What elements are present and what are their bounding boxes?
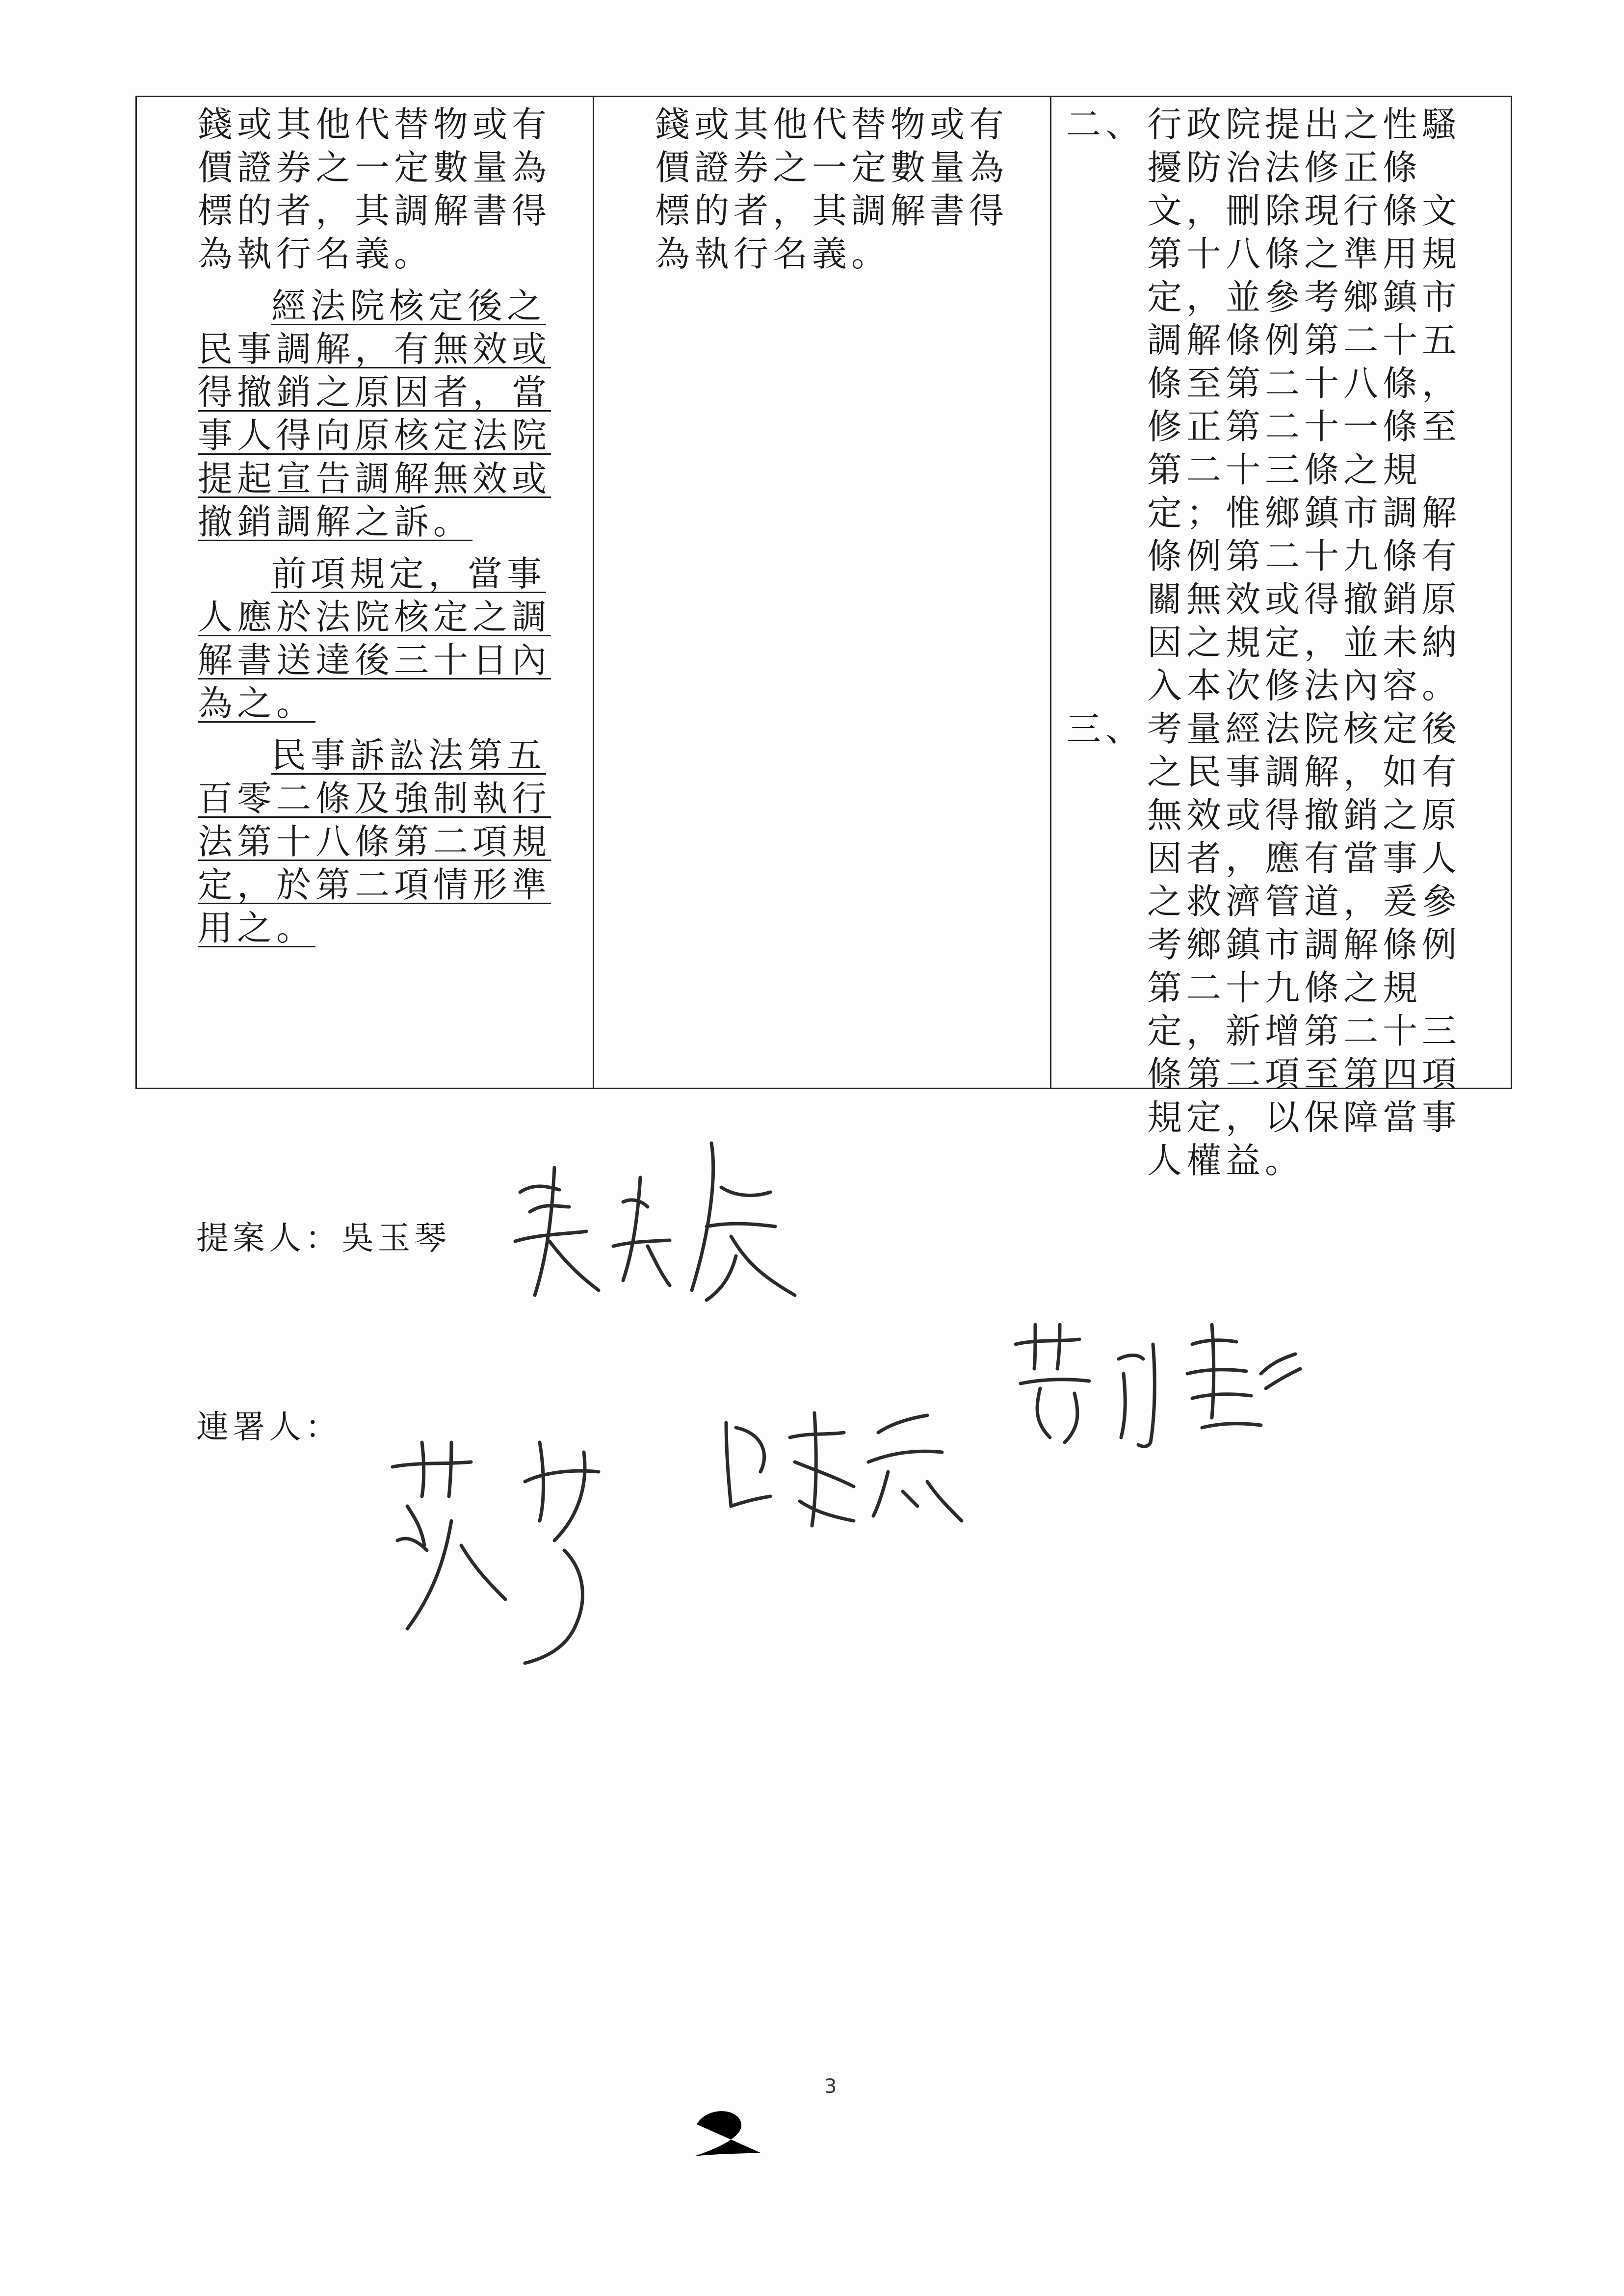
column-1-paragraph-3-body: 應於法院核定之調解書送達後三十日內為之。 xyxy=(198,597,551,724)
column-1-paragraph-4-body: 百零二條及強制執行法第十八條第二項規定，於第二項情形準用之。 xyxy=(198,778,551,948)
cosigner-signature-3 xyxy=(1006,1315,1310,1464)
column-2-paragraph-1: 錢或其他代替物或有價證券之一定數量為標的者，其調解書得為執行名義。 xyxy=(655,104,1009,274)
explanation-item-3-text: 考量經法院核定後之民事調解，如有無效或得撤銷之原因者，應有當事人之救濟管道，爰參考鄉鎮市調解條例第二十九條之規定，新增第二十三條第二項至第四項規定，以保障當事人權益。 xyxy=(1147,708,1462,1181)
page-number: 3 xyxy=(824,2075,837,2098)
cosigner-signature-2-strokes xyxy=(707,1393,981,1550)
handwritten-mark-strokes xyxy=(687,2105,765,2164)
cosigner-signature-3-strokes xyxy=(1006,1315,1310,1462)
table-column-3-explanation xyxy=(1051,97,1511,1181)
proposer-label: 提案人：吳玉琴 xyxy=(196,1219,450,1257)
proposer-signature xyxy=(500,1128,805,1317)
cosigner-signature-1-strokes xyxy=(378,1423,672,1678)
cosigner-signature-1 xyxy=(378,1423,672,1680)
column-1-paragraph-2 xyxy=(137,285,593,544)
column-1-paragraph-3 xyxy=(137,552,593,725)
cosigners-label: 連署人： xyxy=(196,1408,341,1446)
column-1-paragraph-4-lead: 民事訴訟法第五 xyxy=(271,735,547,776)
handwritten-page-mark xyxy=(687,2105,765,2166)
explanation-item-2-number: 二、 xyxy=(1066,104,1145,145)
table-column-1 xyxy=(137,97,594,1088)
column-1-paragraph-2-lead: 經法院核定後之 xyxy=(271,286,547,326)
explanation-item-2 xyxy=(1051,97,1511,707)
explanation-item-2-text: 行政院提出之性騷擾防治法修正條文，刪除現行條文第十八條之準用規定，並參考鄉鎮市調解條例第二十五條至第二十八條，修正第二十一條至第二十三條之規定；惟鄉鎮市調解條例第二十九條有關無效或得撤銷原因之規定，並未納入本次修法內容。 xyxy=(1147,104,1462,706)
column-1-paragraph-4 xyxy=(137,734,593,950)
cosigner-signature-2 xyxy=(707,1393,981,1552)
column-1-paragraph-2-body: 民事調解，有無效或得撤銷之原因者，當事人得向原核定法院提起宣告調解無效或撤銷調解之訴。 xyxy=(198,329,551,542)
proposer-signature-strokes xyxy=(500,1128,805,1315)
column-1-paragraph-1: 錢或其他代替物或有價證券之一定數量為標的者，其調解書得為執行名義。 xyxy=(198,104,551,274)
explanation-item-3 xyxy=(1051,707,1511,1182)
comparison-table xyxy=(135,96,1512,1181)
explanation-item-3-number: 三、 xyxy=(1066,708,1145,749)
column-1-paragraph-3-lead: 前項規定，當事人 xyxy=(198,553,547,637)
table-column-2 xyxy=(594,97,1051,1088)
